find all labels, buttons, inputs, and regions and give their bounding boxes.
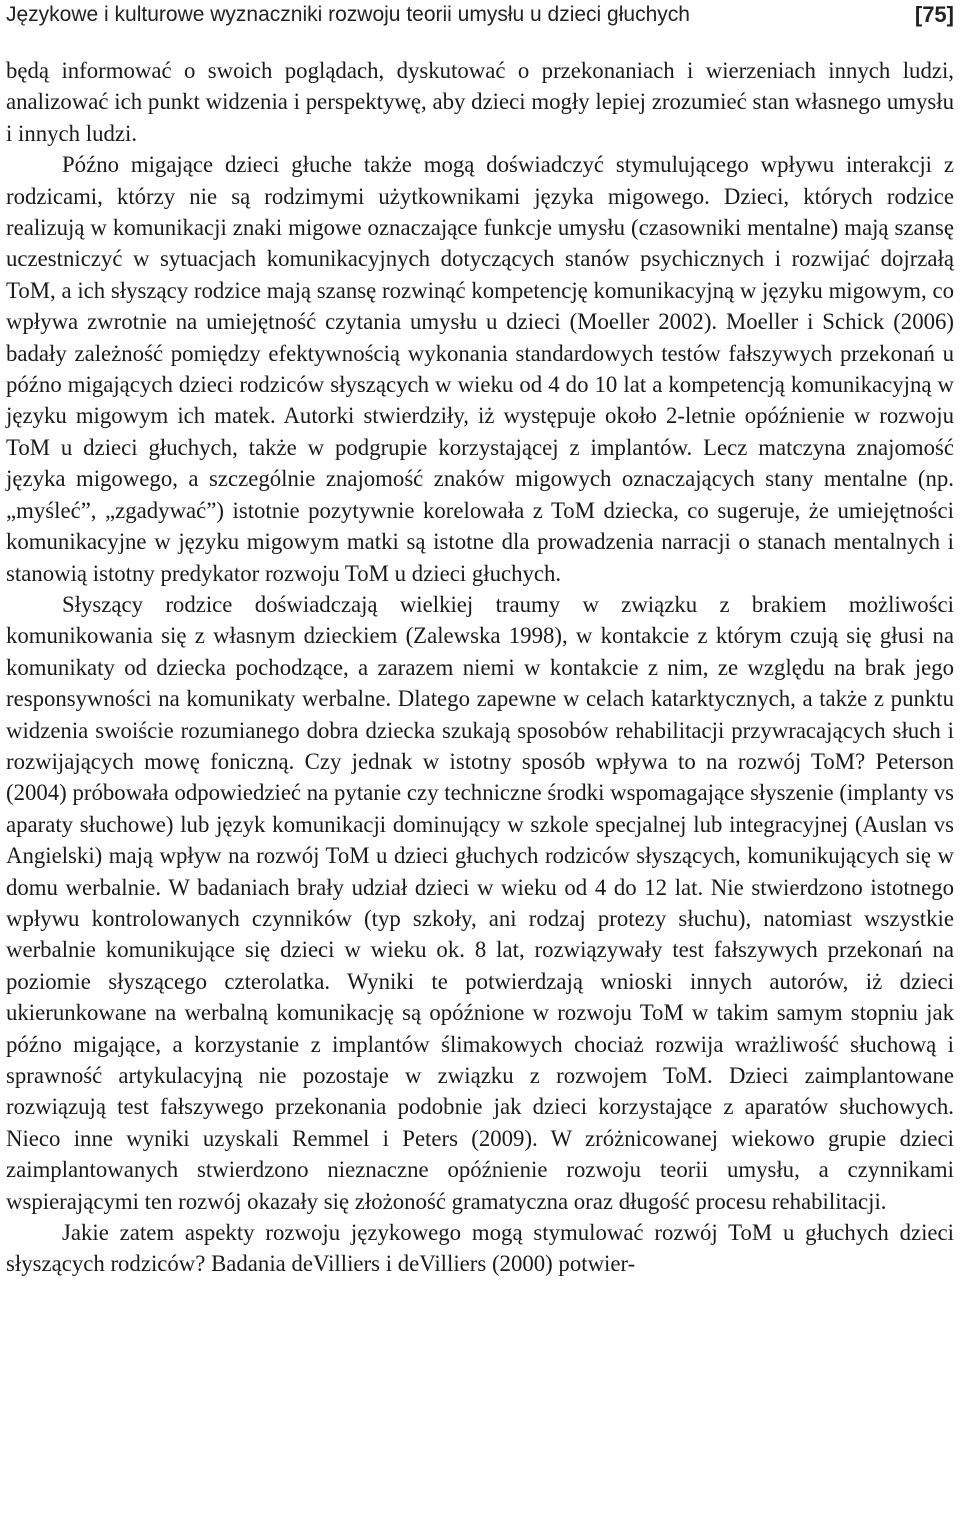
paragraph: Słyszący rodzice doświadczają wielkiej traumy w związku z brakiem możliwości komunikowania się z własnym dzieckiem (Zalewska 1998), w kontakcie z którym czują się głusi na komunikaty od dziecka pochodzące, a zarazem niemi w kontakcie z nim, ze względu na brak jego responsywności na komunikaty werbalne. Dlatego zapewne w celach katarktycznych, a także z punktu widzenia swoiście rozumianego dobra dziecka szukają sposobów rehabilitacji przywracających słuch i rozwijających mowę foniczną. Czy jednak w istotny sposób wpływa to na rozwój ToM? Peterson (2004) próbowała odpowiedzieć na pytanie czy techniczne środki wspomagające słyszenie (implanty vs aparaty słuchowe) lub język komunikacji dominujący w szkole specjalnej lub integracyjnej (Auslan vs Angielski) mają wpływ na rozwój ToM u dzieci głuchych rodziców słyszących, komunikujących się w domu werbalnie. W badaniach brały udział dzieci w wieku od 4 do 12 lat. Nie stwierdzono istotnego wpływu kontrolowanych czynników (typ szkoły, ani rodzaj protezy słuchu), natomiast wszystkie werbalnie komunikujące się dzieci w wieku ok. 8 lat, rozwiązywały test fałszywych przekonań na poziomie słyszącego czterolatka. Wyniki te potwierdzają wnioski innych autorów, iż dzieci ukierunkowane na werbalną komunikację są opóźnione w rozwoju ToM w takim samym stopniu jak późno migające, a korzystanie z implantów ślimakowych chociaż rozwija wrażliwość słuchową i sprawność artykulacyjną nie pozostaje w związku z rozwojem ToM. Dzieci zaimplantowane rozwiązują test fałszywego przekonania podobnie jak dzieci korzystające z aparatów słuchowych. Nieco inne wyniki uzyskali Remmel i Peters (2009). W zróżnicowanej wiekowo grupie dzieci zaimplantowanych stwierdzono nieznaczne opóźnienie rozwoju teorii umysłu, a czynnikami wspierającymi ten rozwój okazały się złożoność gramatyczna oraz długość procesu rehabilitacji. — [6, 591, 954, 1214]
page-number: [75] — [914, 2, 954, 27]
running-title: Językowe i kulturowe wyznaczniki rozwoju teorii umysłu u dzieci głuchych — [6, 3, 690, 26]
paragraph-continued: będą informować o swoich poglądach, dyskutować o przekonaniach i wierzeniach innych ludzi, analizować ich punkt widzenia i perspektywę, aby dzieci mogły lepiej zrozumieć stan własnego umysłu i innych ludzi. — [6, 58, 954, 146]
body-text — [6, 55, 954, 1280]
paragraph: Późno migające dzieci głuche także mogą doświadczyć stymulującego wpływu interakcji z rodzicami, którzy nie są rodzimymi użytkownikami języka migowego. Dzieci, których rodzice realizują w komunikacji znaki migowe oznaczające funkcje umysłu (czasowniki mentalne) mają szansę uczestniczyć w sytuacjach komunikacyjnych dotyczących stanów psychicznych i rozwijać dojrzałą ToM, a ich słyszący rodzice mają szansę rozwinąć kompetencję komunikacyjną w języku migowym, co wpływa zwrotnie na umiejętność czytania umysłu u dzieci (Moeller 2002). Moeller i Schick (2006) badały zależność pomiędzy efektywnością wykonania standardowych testów fałszywych przekonań u późno migających dzieci rodziców słyszących w wieku od 4 do 10 lat a kompetencją komunikacyjną w języku migowym ich matek. Autorki stwierdziły, iż występuje około 2-letnie opóźnienie w rozwoju ToM u dzieci głuchych, także w podgrupie korzystającej z implantów. Lecz matczyna znajomość języka migowego, a szczególnie znajomość znaków migowych oznaczających stany mentalne (np. „myśleć”, „zgadywać”) istotnie pozytywnie korelowała z ToM dziecka, co sugeruje, że umiejętności komunikacyjne w języku migowym matki są istotne dla prowadzenia narracji o stanach mentalnych i stanowią istotny predykator rozwoju ToM u dzieci głuchych. — [6, 152, 954, 586]
running-header — [6, 0, 954, 30]
paragraph: Jakie zatem aspekty rozwoju językowego mogą stymulować rozwój ToM u głuchych dzieci słyszących rodziców? Badania deVilliers i deVilliers (2000) potwier- — [6, 1220, 954, 1277]
